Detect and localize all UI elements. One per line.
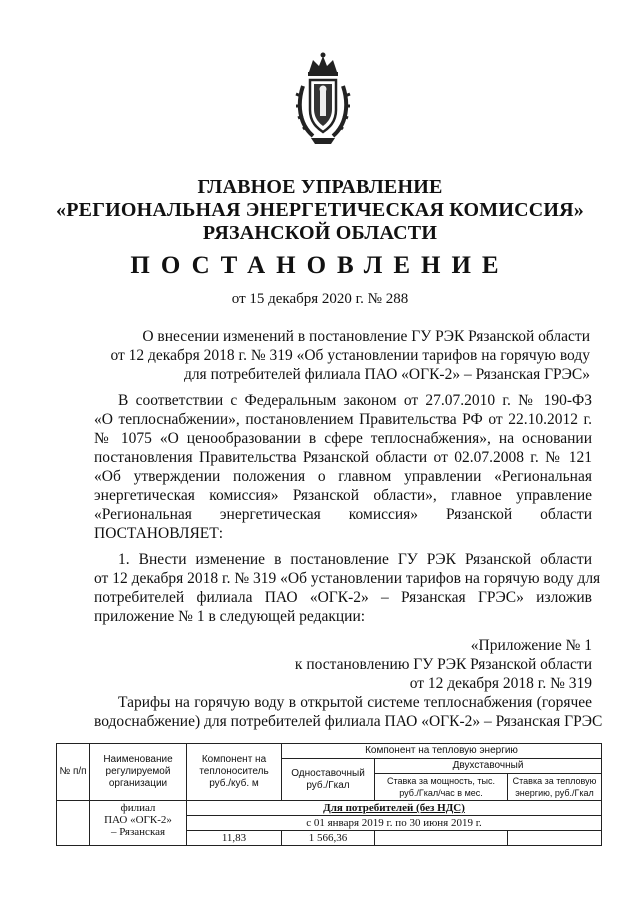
item-1-paragraph [94, 550, 601, 626]
header-single-rate: Одноставочный руб./Гкал [282, 759, 375, 801]
header-heat-component: Компонент на тепловую энергию [282, 744, 602, 759]
appendix-line: от 12 декабря 2018 г. № 319 [409, 675, 592, 692]
subject-line: О внесении изменений в постановление ГУ РЭК Рязанской области [142, 328, 590, 345]
document-date-number: от 15 декабря 2020 г. № 288 [231, 291, 409, 307]
cell-energy-rate-value [508, 831, 602, 846]
item-1-line: 1. Внести изменение в постановление ГУ РЭК Рязанской области [118, 551, 592, 568]
appendix-line: «Приложение № 1 [470, 637, 592, 654]
subject-line: от 12 декабря 2018 г. № 319 «Об установлении тарифов на горячую воду [110, 347, 590, 364]
table-title-line: Тарифы на горячую воду в открытой системе теплоснабжения (горячее [118, 694, 592, 711]
agency-name-line-3: РЯЗАНСКОЙ ОБЛАСТИ [202, 222, 438, 244]
table-title [94, 693, 603, 731]
cell-number [57, 801, 90, 846]
cell-carrier-value: 11,83 [187, 831, 282, 846]
cell-single-rate-value: 1 566,36 [282, 831, 375, 846]
agency-name-line-1: ГЛАВНОЕ УПРАВЛЕНИЕ [197, 176, 443, 198]
cell-power-rate-value [375, 831, 508, 846]
table-title-line: водоснабжение) для потребителей филиала ПАО «ОГК-2» – Рязанская ГРЭС [94, 713, 603, 730]
preamble-line: «О теплоснабжении», постановлением Правительства РФ от 22.10.2012 г. [94, 411, 592, 428]
preamble-line: № 1075 «О ценообразовании в сфере теплоснабжения», на основании [94, 430, 592, 447]
preamble-line: «Об утверждении положения о главном управлении «Региональная [94, 468, 592, 485]
subject-line: для потребителей филиала ПАО «ОГК-2» – Рязанская ГРЭС» [183, 366, 590, 383]
appendix-reference [250, 636, 592, 693]
header-organization: Наименование регулируемой организации [90, 744, 187, 801]
item-1-line: от 12 декабря 2018 г. № 319 «Об установлении тарифов на горячую воду для [94, 570, 601, 587]
tariff-table [56, 743, 602, 846]
item-1-line: приложение № 1 в следующей редакции: [94, 608, 366, 625]
preamble-paragraph [94, 391, 592, 543]
preamble-line: постановления Правительства Рязанской области от 02.07.2008 г. № 121 [94, 449, 592, 466]
header-number: № п/п [57, 744, 90, 801]
item-1-line: потребителей филиала ПАО «ОГК-2» – Рязанская ГРЭС» изложив [94, 589, 592, 606]
organization-line: – Рязанская [110, 826, 166, 838]
preamble-line: ПОСТАНОВЛЯЕТ: [94, 525, 224, 542]
consumer-group-row: Для потребителей (без НДС) [187, 801, 602, 816]
header-energy-rate: Ставка за тепловую энергию, руб./Гкал [508, 774, 602, 801]
preamble-line: В соответствии с Федеральным законом от 27.07.2010 г. № 190-ФЗ [118, 392, 592, 409]
cell-organization [90, 801, 187, 846]
header-power-rate: Ставка за мощность, тыс. руб./Гкал/час в мес. [375, 774, 508, 801]
agency-name-line-2: «РЕГИОНАЛЬНАЯ ЭНЕРГЕТИЧЕСКАЯ КОМИССИЯ» [56, 199, 584, 221]
preamble-line: энергетическая комиссия» Рязанской области», главное управление [94, 487, 592, 504]
document-subject [110, 327, 590, 384]
preamble-line: «Региональная энергетическая комиссия» Рязанской области [94, 506, 592, 523]
document-type-title: ПОСТАНОВЛЕНИЕ [130, 252, 510, 279]
organization-line: филиал [120, 802, 156, 814]
header-double-rate: Двухставочный [375, 759, 602, 774]
period-row: с 01 января 2019 г. по 30 июня 2019 г. [187, 816, 602, 831]
appendix-line: к постановлению ГУ РЭК Рязанской области [294, 656, 592, 673]
organization-line: ПАО «ОГК-2» [104, 814, 172, 826]
coat-of-arms-emblem [295, 52, 351, 148]
header-carrier-component: Компонент на теплоноситель руб./куб. м [187, 744, 282, 801]
